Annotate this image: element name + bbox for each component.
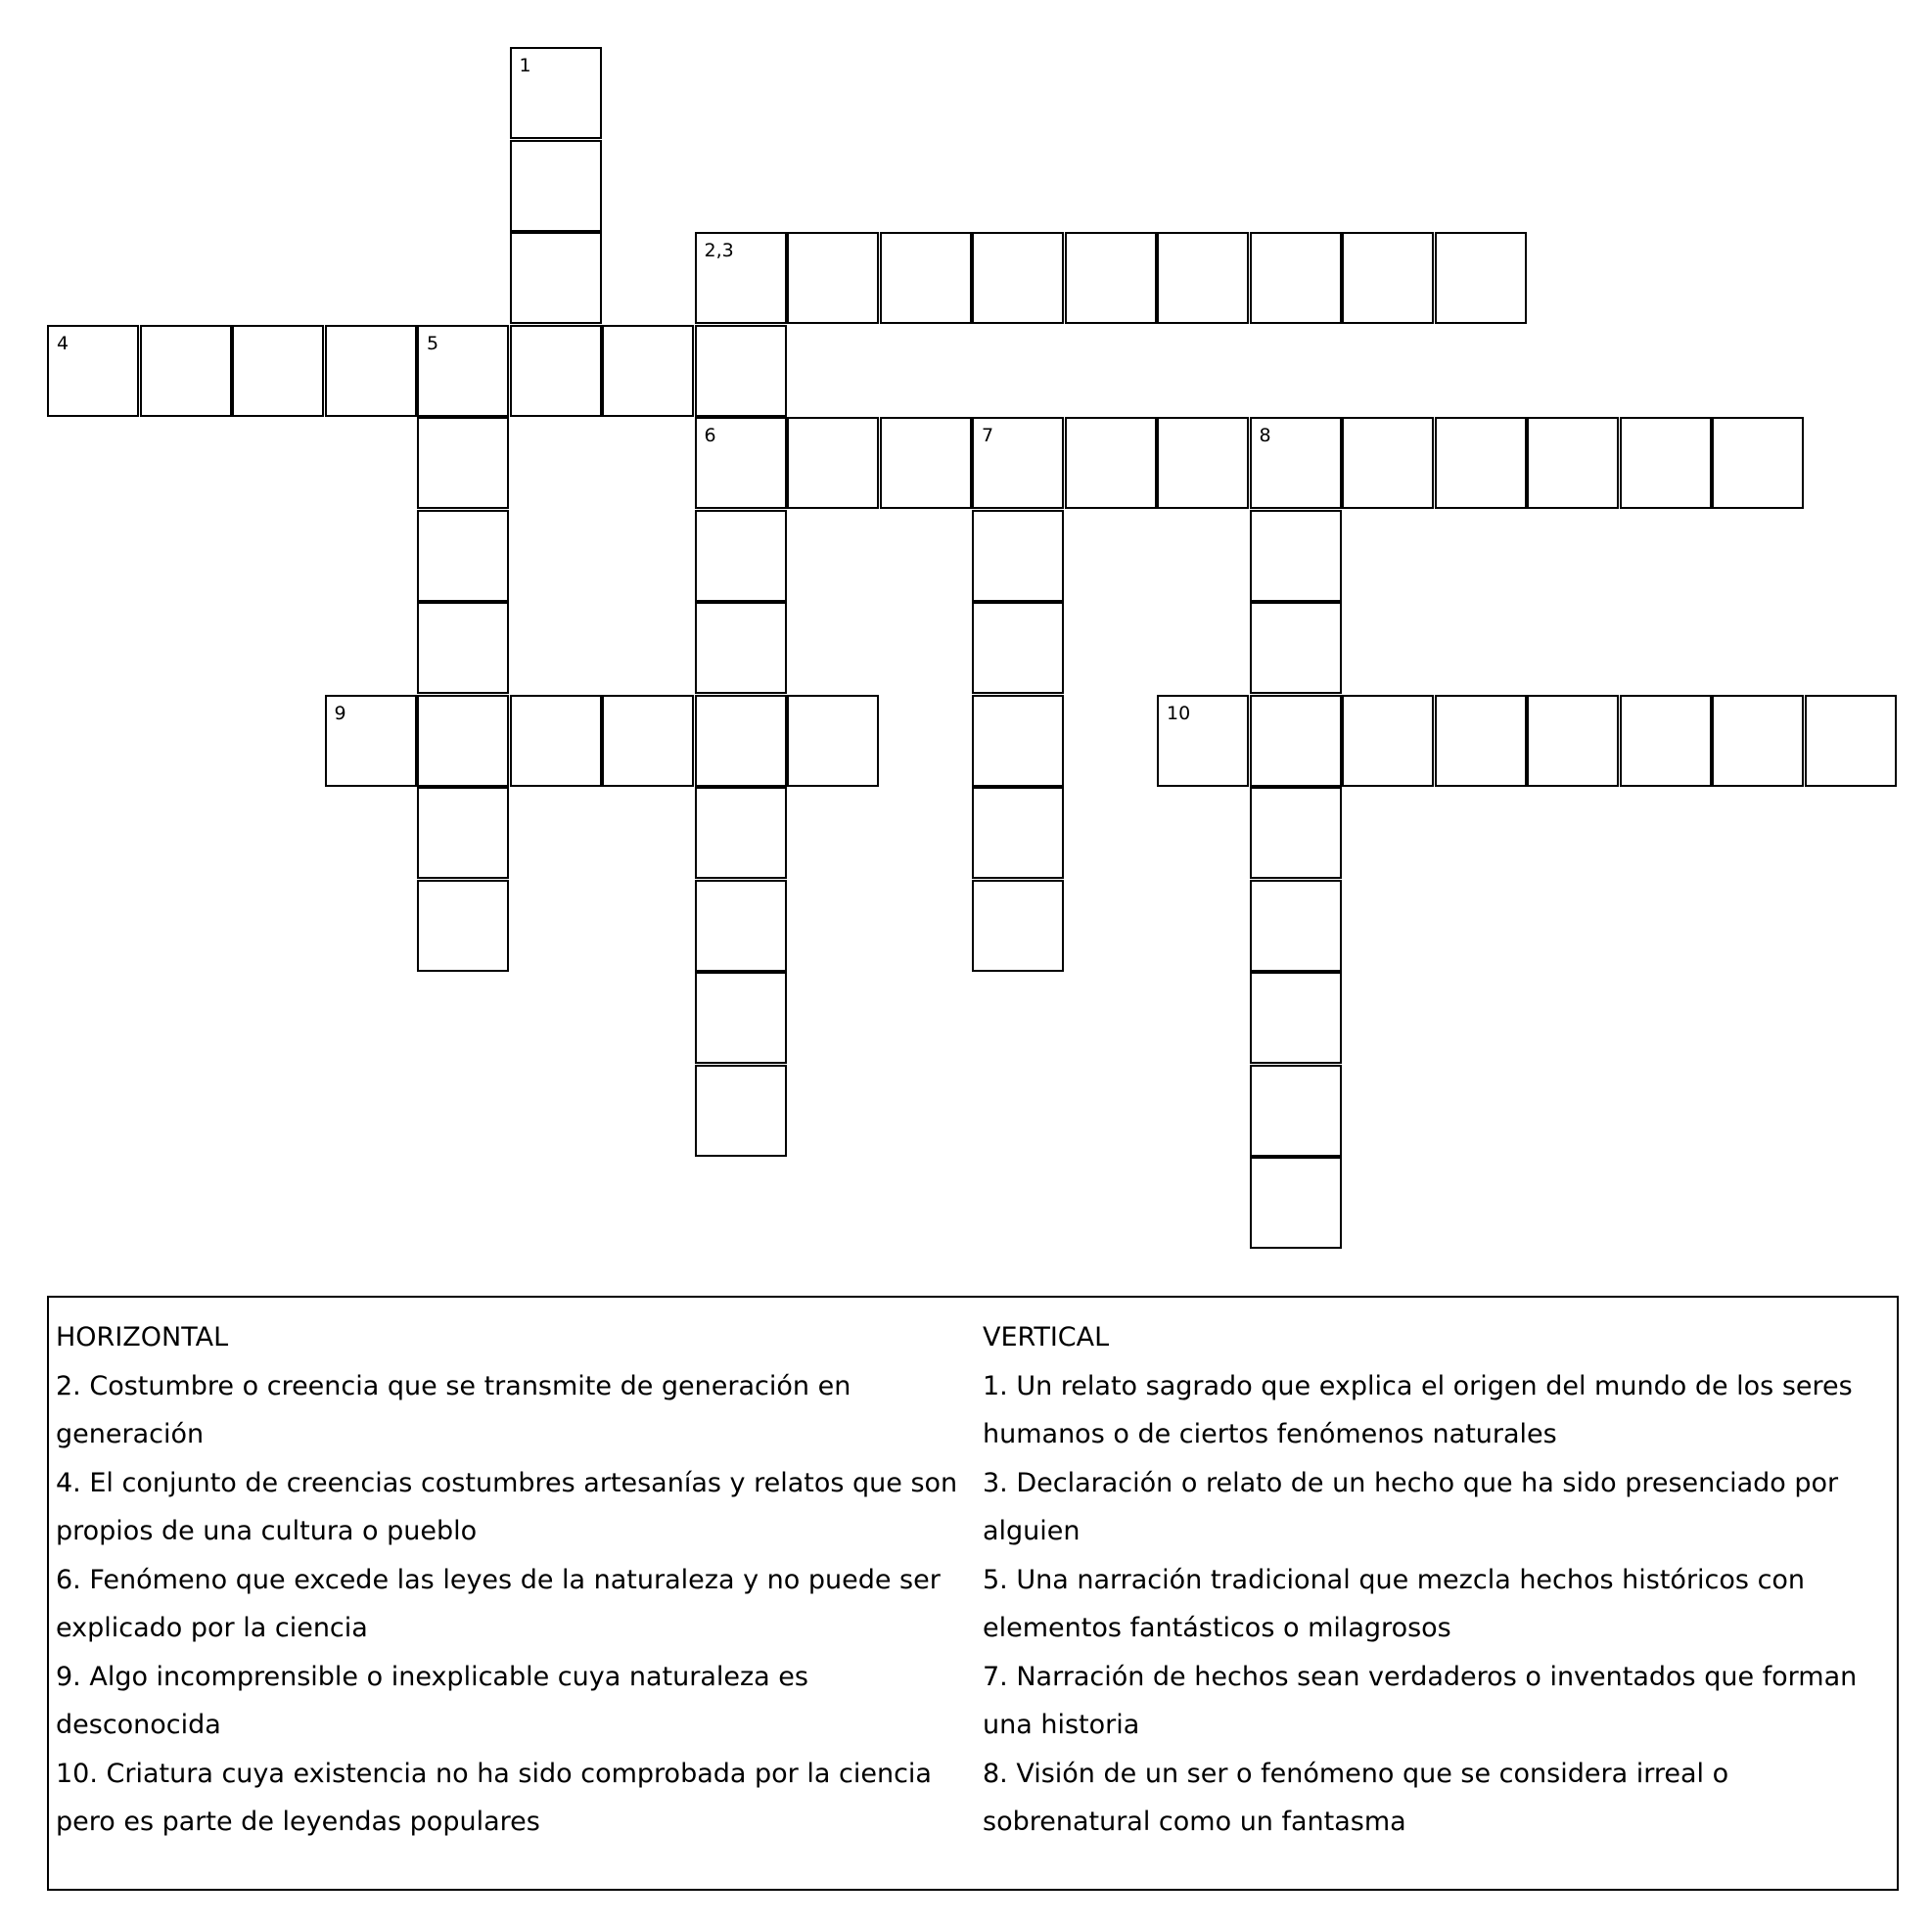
grid-cell[interactable] — [1065, 232, 1157, 324]
clue-number: 7 — [982, 425, 994, 446]
clue-line: 8. Visión de un ser o fenómeno que se considera irreal o — [983, 1758, 1729, 1789]
grid-cell[interactable] — [695, 417, 787, 509]
horizontal-title: HORIZONTAL — [56, 1322, 229, 1352]
grid-cell[interactable] — [140, 325, 232, 417]
grid-cell[interactable] — [510, 232, 602, 324]
grid-cell[interactable] — [510, 325, 602, 417]
clue-line: 9. Algo incomprensible o inexplicable cuya naturaleza es — [56, 1661, 808, 1692]
grid-cell[interactable] — [1712, 695, 1804, 787]
grid-cell[interactable] — [1435, 695, 1527, 787]
grid-cell[interactable] — [602, 695, 694, 787]
grid-cell[interactable] — [972, 417, 1064, 509]
grid-cell[interactable] — [417, 787, 509, 879]
grid-cell[interactable] — [695, 510, 787, 602]
clue-number: 5 — [427, 332, 439, 354]
grid-cell[interactable] — [417, 880, 509, 972]
grid-cell[interactable] — [1065, 417, 1157, 509]
grid-cell[interactable] — [695, 325, 787, 417]
grid-cell[interactable] — [602, 325, 694, 417]
grid-cell[interactable] — [1250, 880, 1342, 972]
clue-number: 6 — [704, 425, 716, 446]
grid-cell[interactable] — [695, 787, 787, 879]
grid-cell[interactable] — [1250, 510, 1342, 602]
grid-cell[interactable] — [1157, 695, 1249, 787]
grid-cell[interactable] — [695, 1065, 787, 1157]
grid-cell[interactable] — [1250, 1065, 1342, 1157]
grid-cell[interactable] — [325, 695, 417, 787]
grid-cell[interactable] — [695, 695, 787, 787]
grid-cell[interactable] — [972, 232, 1064, 324]
grid-cell[interactable] — [1157, 232, 1249, 324]
clue-number: 8 — [1259, 425, 1271, 446]
horizontal-clues — [56, 1313, 986, 1847]
clue-number: 9 — [334, 702, 346, 724]
clue-line: 5. Una narración tradicional que mezcla hechos históricos con — [983, 1564, 1806, 1595]
grid-cell[interactable] — [1620, 695, 1712, 787]
clue-line: 4. El conjunto de creencias costumbres artesanías y relatos que son — [56, 1467, 958, 1498]
grid-cell[interactable] — [1527, 695, 1619, 787]
clue-line: 10. Criatura cuya existencia no ha sido comprobada por la ciencia — [56, 1758, 932, 1789]
grid-cell[interactable] — [1712, 417, 1804, 509]
grid-cell[interactable] — [787, 695, 879, 787]
grid-cell[interactable] — [1250, 787, 1342, 879]
grid-cell[interactable] — [1250, 695, 1342, 787]
grid-cell[interactable] — [1157, 417, 1249, 509]
clue-number: 10 — [1167, 702, 1191, 724]
clue-line: alguien — [983, 1516, 1081, 1546]
grid-cell[interactable] — [1342, 695, 1434, 787]
clue-line: pero es parte de leyendas populares — [56, 1807, 540, 1837]
grid-cell[interactable] — [972, 880, 1064, 972]
grid-cell[interactable] — [47, 325, 139, 417]
clue-line: humanos o de ciertos fenómenos naturales — [983, 1419, 1557, 1449]
clue-number: 4 — [57, 332, 69, 354]
grid-cell[interactable] — [1435, 232, 1527, 324]
grid-cell[interactable] — [1435, 417, 1527, 509]
grid-cell[interactable] — [695, 602, 787, 694]
grid-cell[interactable] — [787, 232, 879, 324]
grid-cell[interactable] — [972, 602, 1064, 694]
grid-cell[interactable] — [1250, 972, 1342, 1064]
grid-cell[interactable] — [972, 510, 1064, 602]
grid-cell[interactable] — [1250, 417, 1342, 509]
grid-cell[interactable] — [1342, 417, 1434, 509]
grid-cell[interactable] — [417, 602, 509, 694]
clue-line: 1. Un relato sagrado que explica el origen del mundo de los seres — [983, 1370, 1853, 1401]
clues-box — [47, 1296, 1899, 1891]
grid-cell[interactable] — [972, 695, 1064, 787]
grid-cell[interactable] — [510, 47, 602, 139]
vertical-title: VERTICAL — [983, 1322, 1110, 1352]
grid-cell[interactable] — [232, 325, 324, 417]
clue-number: 2,3 — [704, 240, 734, 261]
clue-line: propios de una cultura o pueblo — [56, 1516, 478, 1546]
clue-line: 3. Declaración o relato de un hecho que ha sido presenciado por — [983, 1467, 1839, 1498]
grid-cell[interactable] — [695, 880, 787, 972]
grid-cell[interactable] — [1250, 602, 1342, 694]
grid-cell[interactable] — [417, 695, 509, 787]
grid-cell[interactable] — [510, 140, 602, 232]
clue-line: desconocida — [56, 1710, 221, 1740]
grid-cell[interactable] — [417, 417, 509, 509]
grid-cell[interactable] — [972, 787, 1064, 879]
clue-line: generación — [56, 1419, 205, 1449]
clue-line: explicado por la ciencia — [56, 1613, 368, 1643]
grid-cell[interactable] — [880, 232, 972, 324]
grid-cell[interactable] — [510, 695, 602, 787]
grid-cell[interactable] — [417, 325, 509, 417]
grid-cell[interactable] — [695, 972, 787, 1064]
clue-line: 6. Fenómeno que excede las leyes de la naturaleza y no puede ser — [56, 1564, 941, 1595]
grid-cell[interactable] — [1805, 695, 1897, 787]
clue-line: una historia — [983, 1710, 1140, 1740]
grid-cell[interactable] — [787, 417, 879, 509]
grid-cell[interactable] — [1250, 1157, 1342, 1249]
clue-number: 1 — [519, 55, 531, 76]
vertical-clues — [983, 1313, 1883, 1847]
grid-cell[interactable] — [695, 232, 787, 324]
clue-line: 7. Narración de hechos sean verdaderos o inventados que forman — [983, 1661, 1858, 1692]
grid-cell[interactable] — [1620, 417, 1712, 509]
grid-cell[interactable] — [1527, 417, 1619, 509]
clue-line: 2. Costumbre o creencia que se transmite de generación en — [56, 1370, 851, 1401]
grid-cell[interactable] — [325, 325, 417, 417]
grid-cell[interactable] — [880, 417, 972, 509]
grid-cell[interactable] — [1250, 232, 1342, 324]
grid-cell[interactable] — [417, 510, 509, 602]
grid-cell[interactable] — [1342, 232, 1434, 324]
clue-line: elementos fantásticos o milagrosos — [983, 1613, 1451, 1643]
clue-line: sobrenatural como un fantasma — [983, 1807, 1406, 1837]
